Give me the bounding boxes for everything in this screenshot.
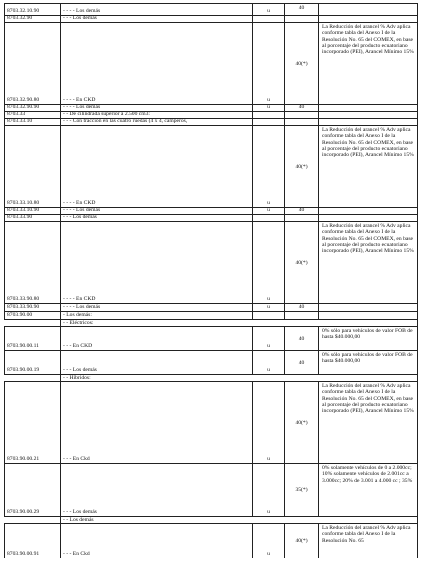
unit-cell: u [267,208,270,214]
rate-cell: 40 [298,208,305,214]
observation-cell: 0% sólo para vehículos de valor FOB de hasta $40.000,00 [318,327,418,350]
code-cell: 8703.33.90 [7,215,33,221]
observation-cell: 0% solamente vehículos de 0 a 2.000cc; 10% solamente vehículos de 2.001cc a 3.000cc; 20% de 3.001 a 4.000 cc ; 35% [318,464,418,516]
code-cell: 8703.33.10.80 [7,200,40,207]
description-cell: - - - En CKD [63,343,93,350]
unit-cell: u [267,551,270,558]
observation-cell: 0% sólo para vehículos de valor FOB de hasta $40.000,00 [318,351,418,374]
code-cell: 8703.33 [7,112,26,118]
table-row [4,221,418,303]
description-cell: - - - Los demás [63,16,97,22]
observation-cell [318,4,418,15]
description-cell: - - - Los demás [63,215,97,221]
observation-cell: La Reducción del arancel % Adv aplica conforme tabla del Anexo I de la Resolución No. 65 del COMEX, en base al porcentaje del producto ecuatoriano incorporado (PEI), Arancel Mínimo 15% [318,23,418,104]
table-row [4,516,418,523]
unit-cell: u [267,304,270,311]
code-cell: 8703.90.00.29 [7,509,40,516]
table-row [4,381,418,463]
unit-cell: u [267,509,270,516]
table-row [4,523,418,558]
unit-cell: u [267,97,270,104]
table-row [4,214,418,221]
unit-cell: u [267,296,270,303]
observation-cell: La Reducción del arancel % Adv aplica conforme tabla del Anexo I de la Resolución No. 65 del COMEX, en base al porcentaje del producto ecuatoriano incorporado (PEI), Arancel Mínimo 15% [318,126,418,207]
table-row [4,15,418,22]
table-row [4,118,418,125]
observation-cell: La Reducción del arancel % Adv aplica conforme tabla del Anexo I de la Resolución No. 65 del COMEX, en base al porcentaje del producto ecuatoriano incorporado (PEI), Arancel Mínimo 15% [318,222,418,303]
table-row [4,311,418,319]
rate-cell: 40 [298,105,305,111]
code-cell: 8703.90.00.19 [7,367,40,374]
tariff-table [4,3,418,558]
code-cell: 8703.33.10.90 [7,208,40,214]
description-cell: - - - Los demás [63,509,97,516]
observation-cell: La Reducción del arancel % Adv aplica conforme tabla del Anexo I de la Resolución No. 65 [318,524,418,558]
description-cell: - - - - Los demás [63,8,101,15]
code-cell: 8703.32.90 [7,16,33,22]
rate-cell: 35(*) [295,486,308,493]
table-row [4,374,418,381]
description-cell: - - - - En CKD [63,296,96,303]
rate-cell: 40(*) [295,259,308,266]
code-cell: 8703.32.90.90 [7,105,40,111]
table-row [4,125,418,207]
code-cell: 8703.90.00.21 [7,456,40,463]
rate-cell: 40(*) [295,537,308,544]
unit-cell: u [267,367,270,374]
unit-cell [252,312,284,319]
unit-cell: u [267,343,270,350]
code-cell: 8703.90.00 [7,312,33,319]
unit-cell: u [267,105,270,111]
table-row [4,303,418,311]
description-cell: - - - Con tracción en las cuatro ruedas (4 x 4, camperos, [63,119,188,125]
description-cell: - - - - En CKD [63,97,96,104]
code-cell: 8703.32.10.90 [7,8,40,15]
rate-cell: 40(*) [295,60,308,67]
observation-cell: La Reducción del arancel % Adv aplica conforme tabla del Anexo I de la Resolución No. 65 del COMEX, en base al porcentaje del producto ecuatoriano incorporado (PEI), Arancel Mínimo 15% [318,382,418,463]
description-cell: - - - En Ckd [63,456,90,463]
description-cell: - - - En Ckd [63,551,90,558]
table-row [4,111,418,118]
description-cell: - - - - Los demás [63,304,101,311]
table-row [4,319,418,326]
table-row [4,350,418,374]
description-cell: - - De cilindrada superior a 2.500 cm3: [63,112,150,118]
group-heading: - - Eléctricos: [63,319,94,326]
rate-cell [284,312,318,319]
table-row [4,3,418,15]
group-heading: - - Los demás [63,516,94,523]
rate-cell: 40 [298,359,305,366]
rate-cell: 40(*) [295,419,308,426]
description-cell: - - - - En CKD [63,200,96,207]
unit-cell: u [267,456,270,463]
code-cell: 8703.32.90.80 [7,97,40,104]
code-cell: 8703.33.90.80 [7,296,40,303]
group-heading: - - Híbridos: [63,374,91,381]
description-cell: - - - - Los demás [63,105,101,111]
table-row [4,207,418,214]
table-row [4,326,418,350]
rate-cell: 40(*) [295,163,308,170]
code-cell: 8703.90.00.91 [7,551,40,558]
unit-cell: u [267,8,270,15]
table-row [4,22,418,104]
rate-cell: 40 [298,335,305,342]
code-cell: 8703.33.90.90 [7,304,40,311]
description-cell: - - - - Los demás [63,208,101,214]
code-cell: 8703.90.00.11 [7,343,39,350]
observation-cell [318,304,418,311]
observation-cell [318,312,418,319]
table-row [4,463,418,516]
rate-cell: 40 [298,4,305,11]
unit-cell: u [267,200,270,207]
table-row [4,104,418,111]
code-cell: 8703.33.10 [7,119,33,125]
description-cell: - Los demás: [63,312,92,319]
description-cell: - - - Los demás [63,367,97,374]
rate-cell: 40 [298,304,305,311]
